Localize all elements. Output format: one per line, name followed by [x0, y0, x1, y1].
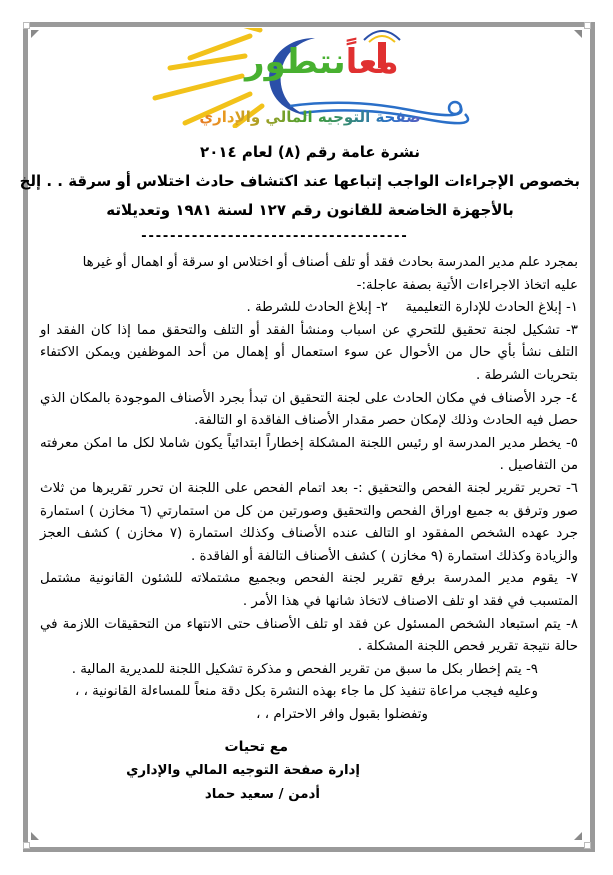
item-6: ٦- تحرير تقرير لجنة الفحص والتحقيق :- بعد اتمام الفحص على اللجنة ان تحرر تقريرها من ثلاث صور وترفق به جميع اوراق الفحص والتحقيق وصورتين من كل من استمارتي (٦ مخازن ) استمارة جرد عهده الشخص المفقود او التالف عنده الأصناف وكذلك استمارة (٧ مخازن ) كشف العجز والزيادة وكذلك استمارة (٩ مخازن ) كشف الأصناف التالفة أو الفاقدة .: [40, 480, 578, 564]
closing-text: وعليه فيجب مراعاة تنفيذ كل ما جاء بهذه النشرة بكل دقة منعاً للمساءلة القانونية ، ،: [74, 684, 538, 700]
corner-square: [23, 842, 30, 849]
logo-title-part2: نتطور: [245, 42, 346, 82]
corner-square: [23, 22, 30, 29]
item-8: ٨- يتم استبعاد الشخص المسئول عن فقد او تلف الأصناف حتى الانتهاء من التحقيقات اللازمة في حالة نتيجة تقرير فحص اللجنة المشكلة .: [40, 616, 578, 655]
signature-admin: أدمن / سعيد حماد: [204, 787, 320, 802]
corner-ornament: [574, 30, 582, 38]
item-3: ٣- تشكيل لجنة تحقيق للتحري عن اسباب ومنشأ الفقد أو التلف والتحقق مما إذا كان الفقد او التلف نشأ بأي حال من الأحوال عن سوء استعمال أو إهمال من أحد الموظفين ويمكن الاكتفاء بتحريات الشرطة .: [40, 322, 578, 383]
item-5: ٥- يخطر مدير المدرسة او رئيس اللجنة المشكلة إخطاراً ابتدائياً يكون شاملا لكل ما امكن معرفته من التفاصيل .: [40, 435, 578, 474]
corner-ornament: [574, 832, 582, 840]
logo-title-part1: معاً: [345, 42, 399, 82]
bulletin-subject: بخصوص الإجراءات الواجب إتباعها عند اكتشاف حادث اختلاس أو سرقة . . إلخ: [19, 172, 580, 190]
signature-block: [100, 735, 360, 807]
intro-line: بمجرد علم مدير المدرسة بحادث فقد أو تلف أصناف أو اختلاس او سرقة أو اهمال أو غيرها: [82, 255, 578, 270]
separator-line: -------------------------------------: [140, 229, 408, 244]
corner-square: [584, 22, 591, 29]
item-2: ٢- إبلاغ الحادث للشرطة .: [246, 300, 388, 316]
items-1-2-row: [40, 297, 578, 320]
item-9: ٩- يتم إخطار بكل ما سبق من تقرير الفحص و مذكرة تشكيل اللجنة للمديرية المالية .: [71, 661, 538, 677]
item-4: ٤- جرد الأصناف في مكان الحادث على لجنة التحقيق ان تبدأ بجرد الأصناف الموجودة بالمكان الذي حصل فيه الحادث وذلك لإمكان حصر مقدار الأصناف الفاقدة او التالفة.: [40, 390, 578, 429]
intro-line: عليه اتخاذ الاجراءات الأتية بصفة عاجلة:-: [356, 277, 578, 293]
bulletin-title: نشرة عامة رقم (٨) لعام ٢٠١٤: [200, 143, 420, 161]
bulletin-scope: بالأجهزة الخاضعة للقانون رقم ١٢٧ لسنة ١٩٨١ وتعديلاته: [106, 201, 514, 219]
corner-ornament: [31, 30, 39, 38]
signature-greeting: مع تحيات: [224, 739, 288, 755]
regards-text: وتفضلوا بقبول وافر الاحترام ، ،: [256, 706, 428, 722]
corner-square: [584, 842, 591, 849]
corner-ornament: [31, 832, 39, 840]
document-body: [40, 252, 578, 726]
document-header: [19, 138, 580, 225]
signature-department: إدارة صفحة التوجيه المالي والإداري: [126, 763, 360, 778]
item-7: ٧- يقوم مدير المدرسة برفع تقرير لجنة الفحص وبجميع مشتملاته للشئون القانونية مشتمل المتسبب في فقد او تلف الاصناف لاتخاذ شانها في هذا الأمر .: [40, 571, 578, 609]
logo-title: [245, 42, 399, 82]
item-1: ١- إبلاغ الحادث للإدارة التعليمية: [405, 300, 578, 316]
logo-subtitle: صفحة التوجيه المالي والإداري: [150, 108, 470, 126]
